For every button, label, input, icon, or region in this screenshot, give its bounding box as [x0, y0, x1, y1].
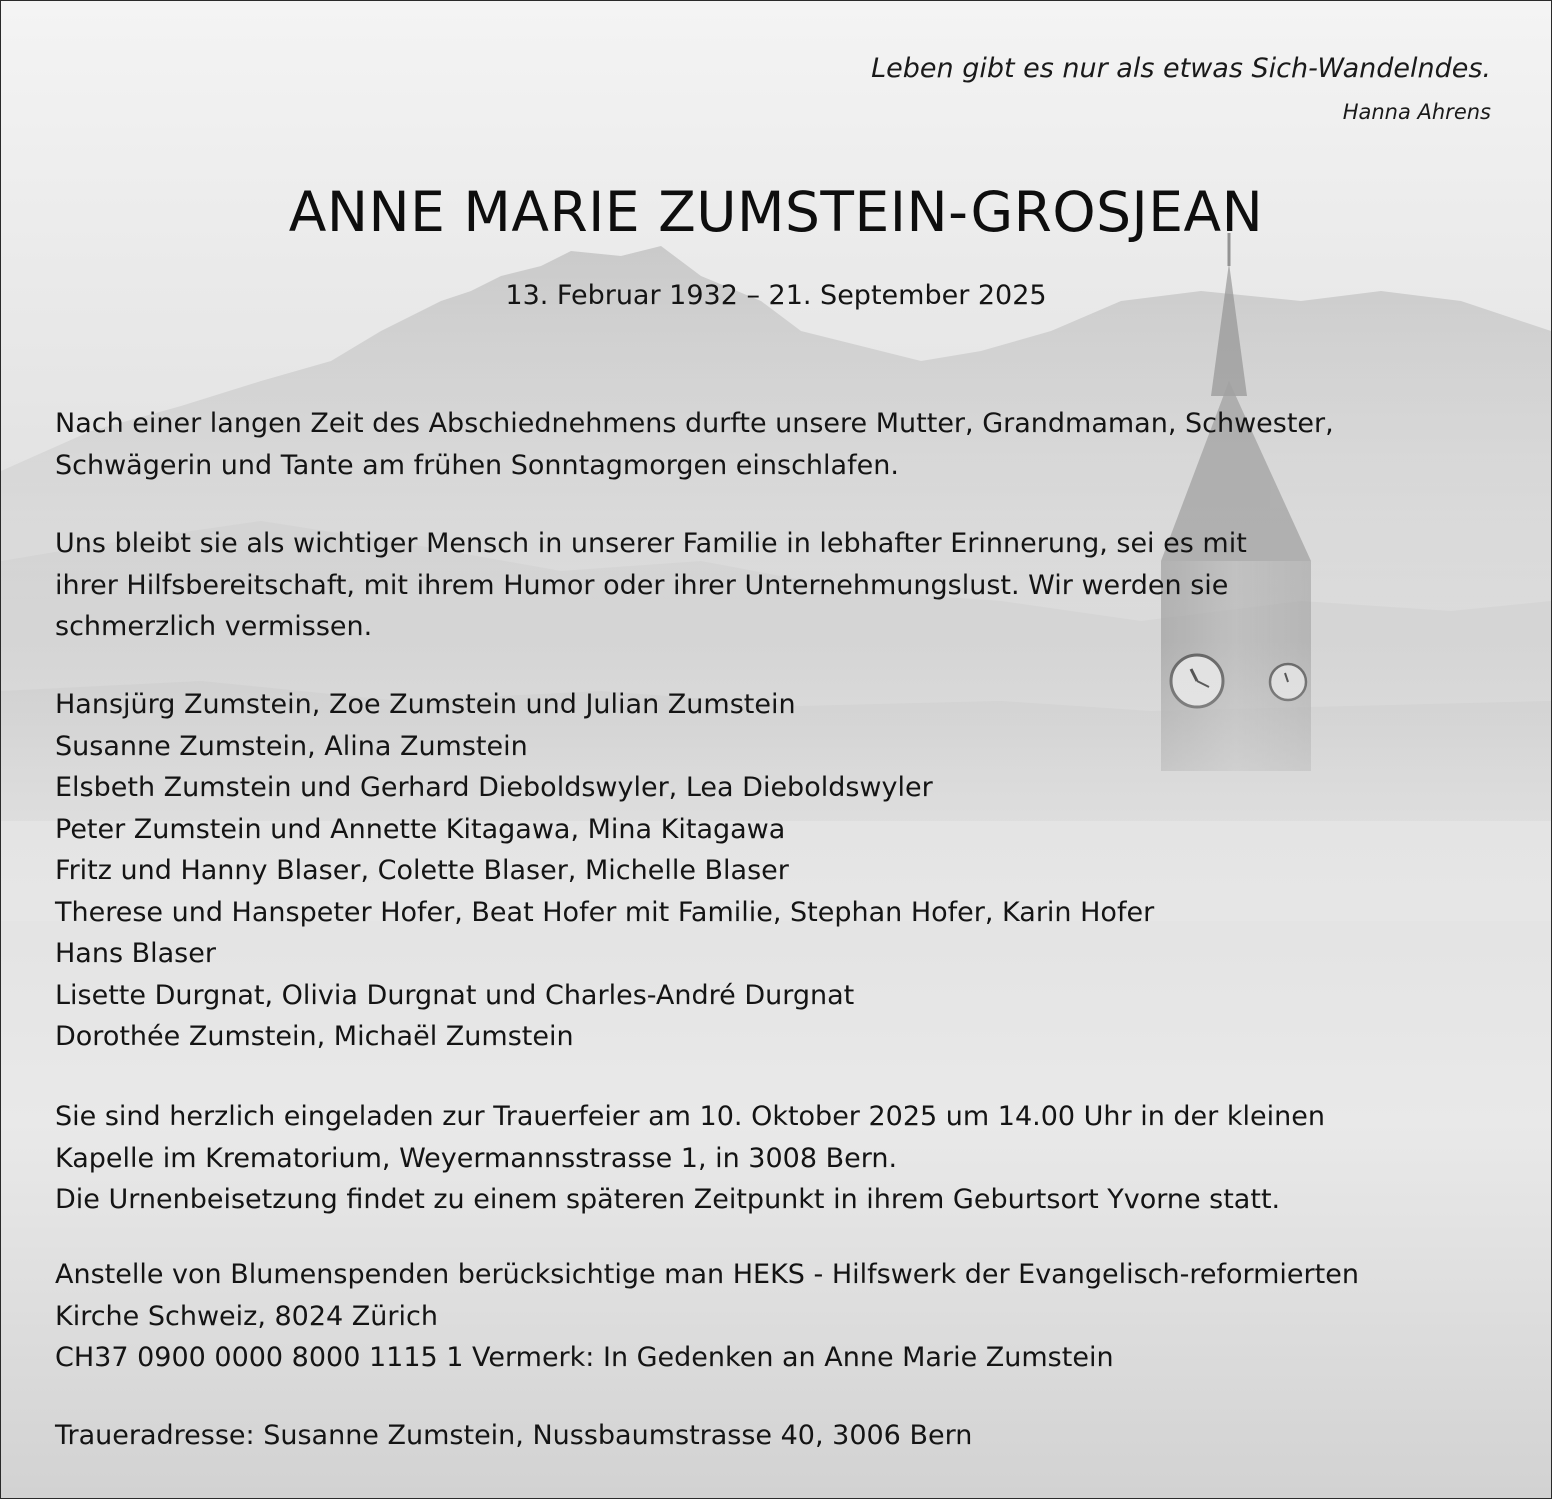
- notice-content: [1, 1, 1551, 1498]
- memory-paragraph: [55, 523, 1515, 648]
- mourner-entry: Lisette Durgnat, Olivia Durgnat und Charles-André Durgnat: [55, 979, 855, 1011]
- mourner-entry: Hansjürg Zumstein, Zoe Zumstein und Julian Zumstein: [55, 689, 796, 720]
- mourner-entry: Peter Zumstein und Annette Kitagawa, Mina Kitagawa: [55, 813, 786, 845]
- donation-iban-line: CH37 0900 0000 8000 1115 1 Vermerk: In Gedenken an Anne Marie Zumstein: [55, 1342, 1114, 1373]
- epigraph-quote: Leben gibt es nur als etwas Sich-Wandelndes.: [871, 53, 1491, 84]
- donation-line: Kirche Schweiz, 8024 Zürich: [55, 1300, 438, 1332]
- mourning-address: Traueradresse: Susanne Zumstein, Nussbaumstrasse 40, 3006 Bern: [55, 1420, 973, 1451]
- announcement-paragraph: [55, 403, 1515, 486]
- ceremony-line: Die Urnenbeisetzung findet zu einem späteren Zeitpunkt in ihrem Geburtsort Yvorne statt.: [55, 1184, 1281, 1215]
- ceremony-paragraph: [55, 1096, 1515, 1221]
- memory-line: schmerzlich vermissen.: [55, 611, 373, 642]
- mourner-entry: Elsbeth Zumstein und Gerhard Dieboldswyler, Lea Dieboldswyler: [55, 772, 933, 803]
- ceremony-line: Sie sind herzlich eingeladen zur Trauerfeier am 10. Oktober 2025 um 14.00 Uhr in der kleinen: [55, 1101, 1325, 1132]
- mourner-entry: Hans Blaser: [55, 938, 216, 969]
- mourner-entry: Therese und Hanspeter Hofer, Beat Hofer mit Familie, Stephan Hofer, Karin Hofer: [55, 896, 1155, 928]
- mourner-entry: Fritz und Hanny Blaser, Colette Blaser, Michelle Blaser: [55, 855, 789, 886]
- announcement-line: Nach einer langen Zeit des Abschiednehmens durfte unsere Mutter, Grandmaman, Schwester,: [55, 408, 1334, 439]
- mourner-entry: Dorothée Zumstein, Michaël Zumstein: [55, 1021, 574, 1052]
- mourner-entry: Susanne Zumstein, Alina Zumstein: [55, 730, 528, 762]
- donation-line: Anstelle von Blumenspenden berücksichtige man HEKS - Hilfswerk der Evangelisch-reformierten: [55, 1259, 1359, 1290]
- donation-paragraph: [55, 1254, 1515, 1379]
- mourners-list: [55, 684, 1515, 1058]
- memory-line: Uns bleibt sie als wichtiger Mensch in unserer Familie in lebhafter Erinnerung, sei es mit: [55, 528, 1247, 559]
- epigraph-author: Hanna Ahrens: [1342, 100, 1491, 124]
- announcement-line: Schwägerin und Tante am frühen Sonntagmorgen einschlafen.: [55, 449, 899, 481]
- memory-line: ihrer Hilfsbereitschaft, mit ihrem Humor oder ihrer Unternehmungslust. Wir werden sie: [55, 569, 1229, 601]
- life-dates: 13. Februar 1932 – 21. September 2025: [505, 280, 1047, 311]
- deceased-name: ANNE MARIE ZUMSTEIN-GROSJEAN: [288, 180, 1264, 244]
- ceremony-line: Kapelle im Krematorium, Weyermannsstrasse 1, in 3008 Bern.: [55, 1142, 898, 1174]
